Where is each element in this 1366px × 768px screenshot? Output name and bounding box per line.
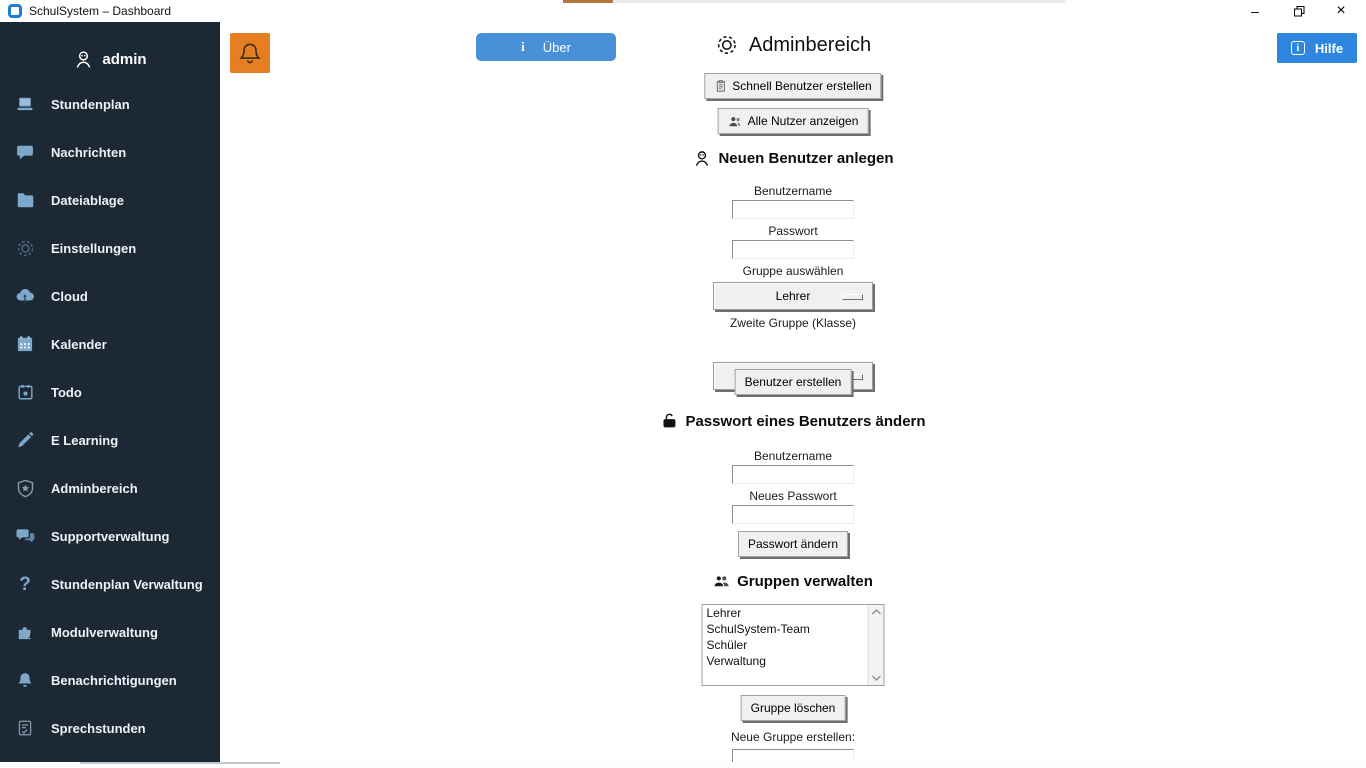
bell-outline-icon	[237, 40, 263, 66]
background-window-edge-gray	[613, 0, 1065, 3]
group-list-item[interactable]: SchulSystem-Team	[706, 622, 810, 636]
sidebar-item-label: Stundenplan	[51, 96, 130, 112]
sidebar-item-label: Modulverwaltung	[51, 624, 158, 640]
sidebar-item-label: Adminbereich	[51, 480, 138, 496]
groups-listbox[interactable]	[702, 604, 885, 686]
sidebar-item-supportverwaltung[interactable]	[0, 523, 220, 549]
calendar-icon	[13, 333, 37, 355]
group-select-value: Lehrer	[775, 289, 811, 303]
restore-icon	[1294, 6, 1305, 17]
change-password-heading: Passwort eines Benutzers ändern	[660, 412, 925, 430]
group-list-item[interactable]: Lehrer	[706, 606, 742, 620]
gear-icon	[715, 33, 739, 57]
folder-icon	[13, 189, 37, 211]
password-input[interactable]	[732, 240, 854, 259]
sidebar-item-nachrichten[interactable]	[0, 139, 220, 165]
group-icon	[713, 574, 730, 589]
sidebar-item-kalender[interactable]	[0, 331, 220, 357]
shield-star-icon	[13, 477, 37, 499]
lock-icon	[660, 412, 678, 430]
notifications-button[interactable]	[230, 33, 270, 73]
sidebar-item-todo[interactable]	[0, 379, 220, 405]
groups-heading: Gruppen verwalten	[713, 573, 873, 590]
app-icon	[8, 4, 22, 18]
window-title: SchulSystem – Dashboard	[29, 4, 172, 18]
second-group-label: Zweite Gruppe (Klasse)	[729, 316, 857, 330]
sidebar-item-benachrichtigungen[interactable]	[0, 667, 220, 693]
page-title: Adminbereich	[748, 33, 872, 56]
sidebar-item-label: Einstellungen	[51, 240, 137, 256]
sidebar-item-modulverwaltung[interactable]	[0, 619, 220, 645]
delete-group-button[interactable]	[741, 695, 846, 721]
sidebar-item-label: Stundenplan Verwaltung	[51, 576, 203, 592]
create-user-button-label: Benutzer erstellen	[744, 375, 842, 389]
clipboard-icon	[714, 79, 727, 93]
sidebar-item-sprechstunden[interactable]	[0, 715, 220, 741]
cp-username-label: Benutzername	[753, 449, 833, 463]
about-button[interactable]	[476, 33, 616, 61]
sidebar-item-dateiablage[interactable]	[0, 187, 220, 213]
quick-create-user-label: Schnell Benutzer erstellen	[732, 79, 872, 93]
group-list-item[interactable]: Verwaltung	[706, 654, 766, 668]
about-button-label: Über	[542, 39, 571, 55]
puzzle-icon	[13, 621, 37, 643]
page-title-row	[715, 33, 871, 57]
show-all-users-label: Alle Nutzer anzeigen	[747, 114, 859, 128]
sidebar-item-label: Benachrichtigungen	[51, 672, 177, 688]
sidebar	[0, 22, 220, 762]
question-icon: ?	[19, 573, 31, 595]
message-icon	[13, 141, 37, 163]
sidebar-item-label: E Learning	[51, 432, 119, 448]
group-select-label: Gruppe auswählen	[742, 264, 844, 278]
sidebar-item-label: Kalender	[51, 336, 107, 352]
user-icon	[73, 49, 94, 70]
main-content	[220, 0, 1366, 768]
sidebar-item-label: Dateiablage	[51, 192, 124, 208]
window-titlebar	[0, 0, 1366, 22]
pencil-icon	[13, 429, 37, 451]
close-button[interactable]: ×	[1336, 2, 1346, 19]
todo-calendar-icon	[13, 381, 37, 403]
cloud-icon	[13, 285, 37, 307]
scroll-up-icon[interactable]	[872, 609, 882, 615]
user-icon	[692, 149, 711, 168]
sidebar-item-stundenplan[interactable]	[0, 91, 220, 117]
create-user-button[interactable]	[735, 369, 852, 395]
users-icon	[728, 115, 743, 128]
show-all-users-button[interactable]	[718, 108, 869, 134]
sidebar-item-label: Todo	[51, 384, 82, 400]
gear-icon	[13, 237, 37, 259]
dropdown-indicator-icon	[842, 294, 863, 300]
background-window-edge-orange	[563, 0, 613, 3]
password-label: Passwort	[768, 224, 818, 238]
create-user-heading: Neuen Benutzer anlegen	[692, 149, 893, 168]
sidebar-item-label: Nachrichten	[51, 144, 127, 160]
change-password-button-label: Passwort ändern	[747, 537, 839, 551]
sidebar-item-label: Supportverwaltung	[51, 528, 170, 544]
sidebar-user-label: admin	[102, 50, 147, 68]
username-label: Benutzername	[753, 184, 833, 198]
help-button-label: Hilfe	[1314, 40, 1344, 56]
notes-check-icon	[13, 717, 37, 739]
listbox-scrollbar[interactable]	[868, 605, 884, 685]
scroll-down-icon[interactable]	[872, 675, 882, 681]
cp-username-input[interactable]	[732, 465, 854, 484]
username-input[interactable]	[732, 200, 854, 219]
minimize-button[interactable]: –	[1251, 3, 1259, 19]
sidebar-item-einstellungen[interactable]	[0, 235, 220, 261]
delete-group-button-label: Gruppe löschen	[750, 701, 836, 715]
sidebar-item-e-learning[interactable]	[0, 427, 220, 453]
chat-bubbles-icon	[13, 525, 37, 547]
help-button[interactable]	[1277, 33, 1357, 63]
info-icon: i	[521, 39, 525, 54]
laptop-icon	[13, 93, 37, 115]
background-window-border	[80, 762, 280, 764]
new-password-label: Neues Passwort	[749, 489, 837, 503]
sidebar-item-adminbereich[interactable]	[0, 475, 220, 501]
info-box-icon: i	[1291, 41, 1305, 55]
quick-create-user-button[interactable]	[704, 73, 881, 99]
sidebar-user	[0, 45, 220, 73]
new-password-input[interactable]	[732, 505, 854, 524]
group-list-item[interactable]: Schüler	[706, 638, 748, 652]
group-select-dropdown[interactable]	[713, 282, 873, 310]
restore-button[interactable]	[1282, 0, 1316, 22]
new-group-label: Neue Gruppe erstellen:	[730, 730, 856, 744]
sidebar-item-label: Cloud	[51, 288, 88, 304]
sidebar-item-label: Sprechstunden	[51, 720, 146, 736]
sidebar-item-stundenplan-verwaltung[interactable]	[0, 571, 220, 597]
sidebar-item-cloud[interactable]	[0, 283, 220, 309]
bell-icon	[13, 669, 37, 691]
change-password-button[interactable]	[738, 531, 848, 557]
